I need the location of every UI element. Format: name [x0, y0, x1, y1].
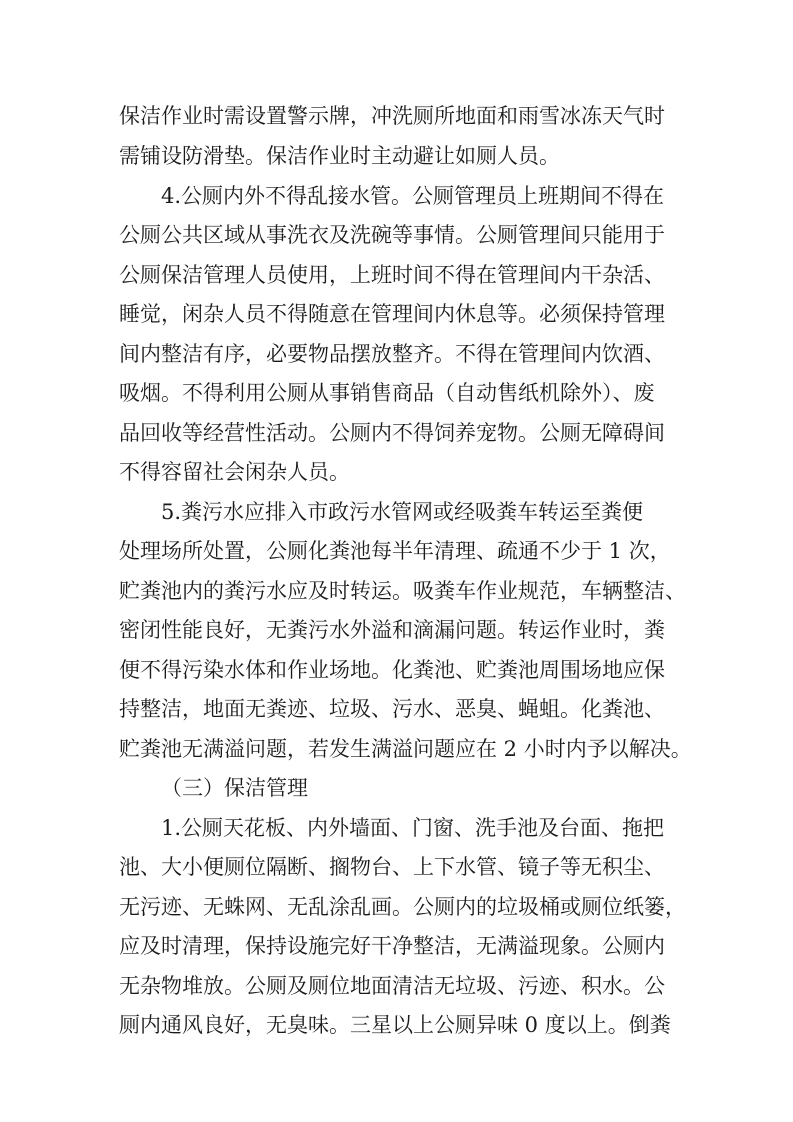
text-line-1: 保洁作业时需设置警示牌，冲洗厕所地面和雨雪冰冻天气时	[119, 104, 665, 128]
text-line-24: 厕内通风良好，无臭味。三星以上公厕异味 0 度以上。倒粪	[119, 1013, 671, 1037]
text-line-15: 便不得污染水体和作业场地。化粪池、贮粪池周围场地应保	[119, 658, 665, 682]
text-line-23: 无杂物堆放。公厕及厕位地面清洁无垃圾、污迹、积水。公	[119, 974, 665, 998]
paragraph-4-start: 4.公厕内外不得乱接水管。公厕管理员上班期间不得在	[161, 184, 665, 208]
text-line-21: 无污迹、无蛛网、无乱涂乱画。公厕内的垃圾桶或厕位纸篓，	[119, 895, 686, 919]
text-line-12: 处理场所处置，公厕化粪池每半年清理、疏通不少于 1 次，	[119, 539, 671, 563]
text-line-5: 公厕保洁管理人员使用，上班时间不得在管理间内干杂活、	[119, 263, 665, 287]
paragraph-1-start: 1.公厕天花板、内外墙面、门窗、洗手池及台面、拖把	[161, 816, 665, 840]
text-line-6: 睡觉，闲杂人员不得随意在管理间内休息等。必须保持管理	[119, 302, 665, 326]
text-line-14: 密闭性能良好，无粪污水外溢和滴漏问题。转运作业时，粪	[119, 618, 665, 642]
text-line-20: 池、大小便厕位隔断、搁物台、上下水管、镜子等无积尘、	[119, 855, 665, 879]
text-line-16: 持整洁，地面无粪迹、垃圾、污水、恶臭、蝇蛆。化粪池、	[119, 697, 665, 721]
text-line-8: 吸烟。不得利用公厕从事销售商品（自动售纸机除外）、废	[119, 381, 655, 405]
text-line-7: 间内整洁有序，必要物品摆放整齐。不得在管理间内饮酒、	[119, 342, 665, 366]
paragraph-5-start: 5.粪污水应排入市政污水管网或经吸粪车转运至粪便	[161, 500, 644, 524]
text-line-22: 应及时清理，保持设施完好干净整洁，无满溢现象。公厕内	[119, 934, 665, 958]
text-line-9: 品回收等经营性活动。公厕内不得饲养宠物。公厕无障碍间	[119, 421, 665, 445]
text-line-13: 贮粪池内的粪污水应及时转运。吸粪车作业规范，车辆整洁、	[119, 579, 686, 603]
section-heading: （三）保洁管理	[161, 776, 308, 800]
text-line-17: 贮粪池无满溢问题，若发生满溢问题应在 2 小时内予以解决。	[119, 737, 692, 761]
text-line-2: 需铺设防滑垫。保洁作业时主动避让如厕人员。	[119, 144, 560, 168]
text-line-4: 公厕公共区域从事洗衣及洗碗等事情。公厕管理间只能用于	[119, 223, 665, 247]
text-line-10: 不得容留社会闲杂人员。	[119, 460, 350, 484]
